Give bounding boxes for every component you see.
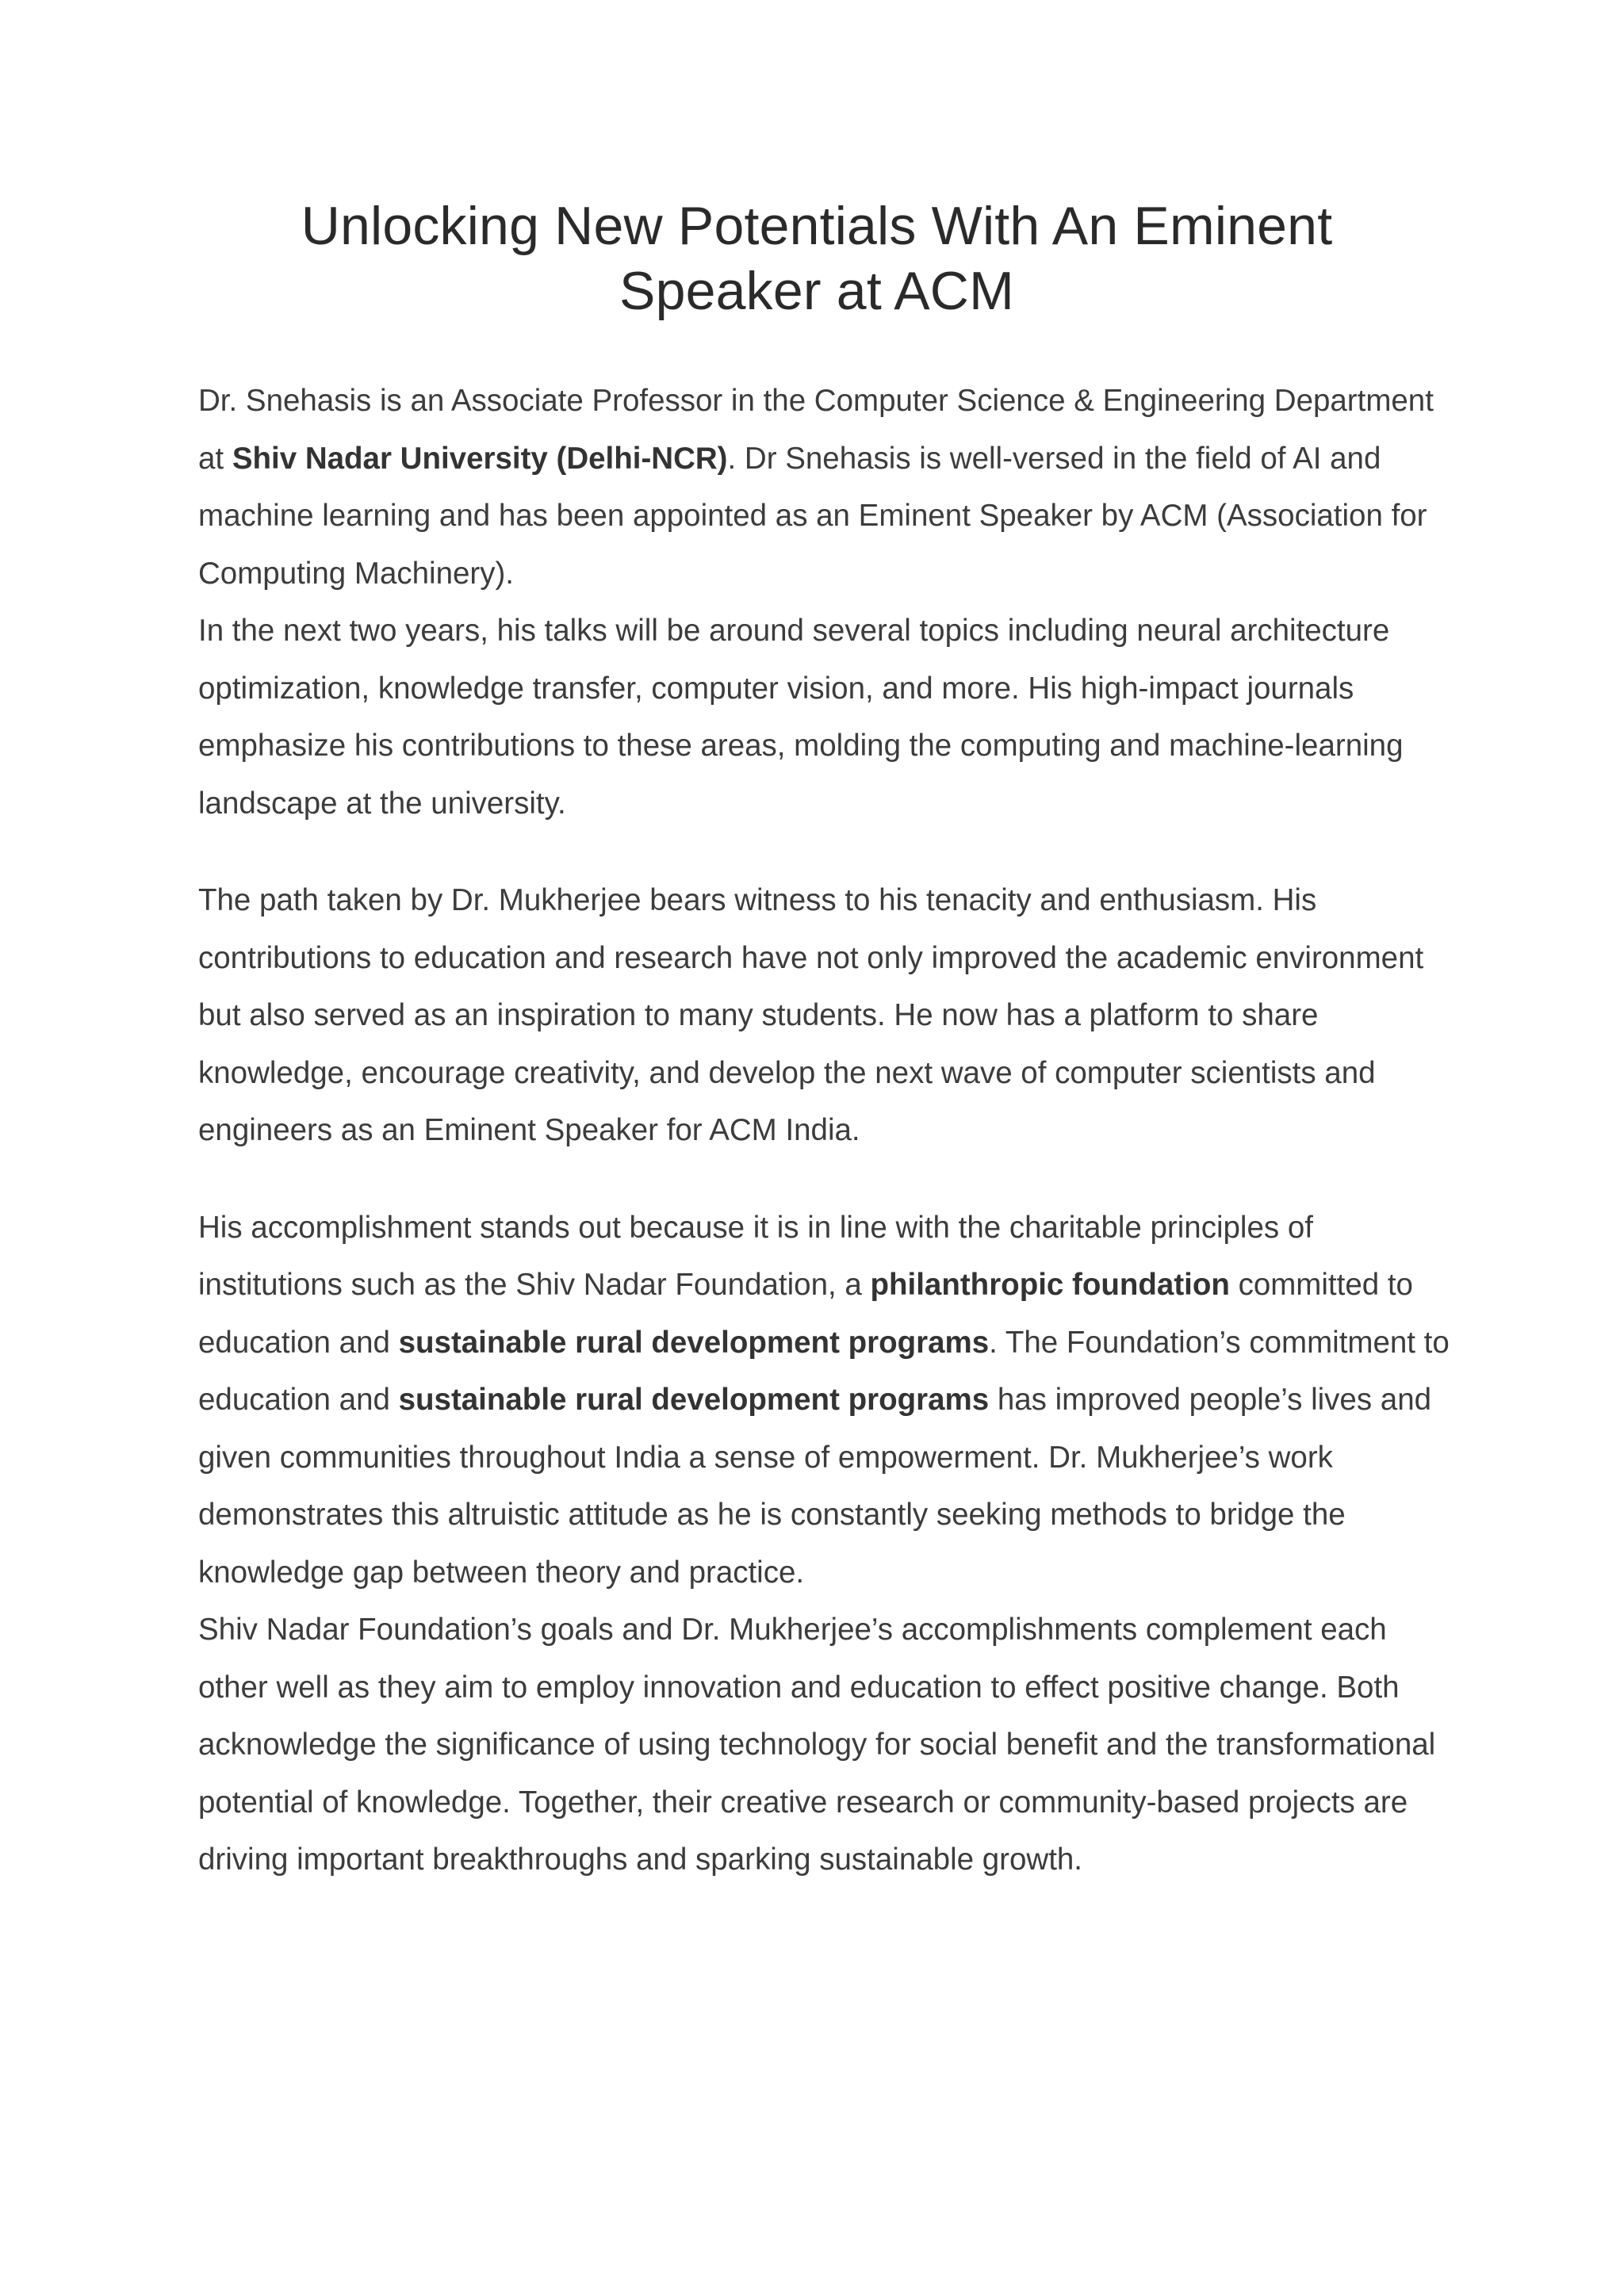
bold-philanthropic-foundation: philanthropic foundation: [870, 1268, 1230, 1302]
paragraph-path: The path taken by Dr. Mukherjee bears witness to his tenacity and enthusiasm. His contributions to education and research have not only improved the academic environment but also served as an inspiration to many students. He now has a platform to share knowledge, encourage creativity, and develop the next wave of computer scientists and engineers as an Eminent Speaker for ACM India.: [198, 883, 1424, 1147]
text-run: . Dr Snehasis is well-versed in the field of AI and machine learning and has been appointed as an Eminent Speaker by ACM (Association for Computing Machinery).: [198, 441, 1427, 591]
paragraph-intro: [198, 373, 1459, 603]
page-title: Unlocking New Potentials With An Eminent Speaker at ACM: [301, 196, 1333, 321]
text-run: His accomplishment stands out because it is in line with the charitable principles of institutions such as the Shiv Nadar Foundation, a: [198, 1210, 1313, 1302]
bold-university-name: Shiv Nadar University (Delhi-NCR): [232, 441, 728, 476]
paragraph-foundation-goals: Shiv Nadar Foundation’s goals and Dr. Mukherjee’s accomplishments complement each other well as they aim to employ innovation and education to effect positive change. Both acknowledge the significance of using technology for social benefit and the transformational potential of knowledge. Together, their creative research or community-based projects are driving important breakthroughs and sparking sustainable growth.: [198, 1613, 1436, 1877]
paragraph-accomplishment: [198, 1200, 1459, 1602]
bold-rural-programs-2: sustainable rural development programs: [398, 1383, 990, 1417]
article-body: [198, 373, 1459, 1889]
bold-rural-programs: sustainable rural development programs: [398, 1325, 990, 1360]
paragraph-talk-topics: In the next two years, his talks will be around several topics including neural architecture optimization, knowledge transfer, computer vision, and more. His high-impact journals emphasize his contributions to these areas, molding the computing and machine-learning landscape at the university.: [198, 614, 1404, 821]
text-run: has improved people’s lives and given communities throughout India a sense of empowerment. Dr. Mukherjee’s work demonstrates this altruistic attitude as he is constantly seeking methods to bridge the knowledge gap between theory and practice.: [198, 1383, 1432, 1590]
text-run: . The Foundation’s commitment to education and: [198, 1325, 1450, 1417]
text-run: committed to education and: [198, 1268, 1413, 1360]
text-run: Dr. Snehasis is an Associate Professor in the Computer Science & Engineering Department at: [198, 384, 1434, 476]
